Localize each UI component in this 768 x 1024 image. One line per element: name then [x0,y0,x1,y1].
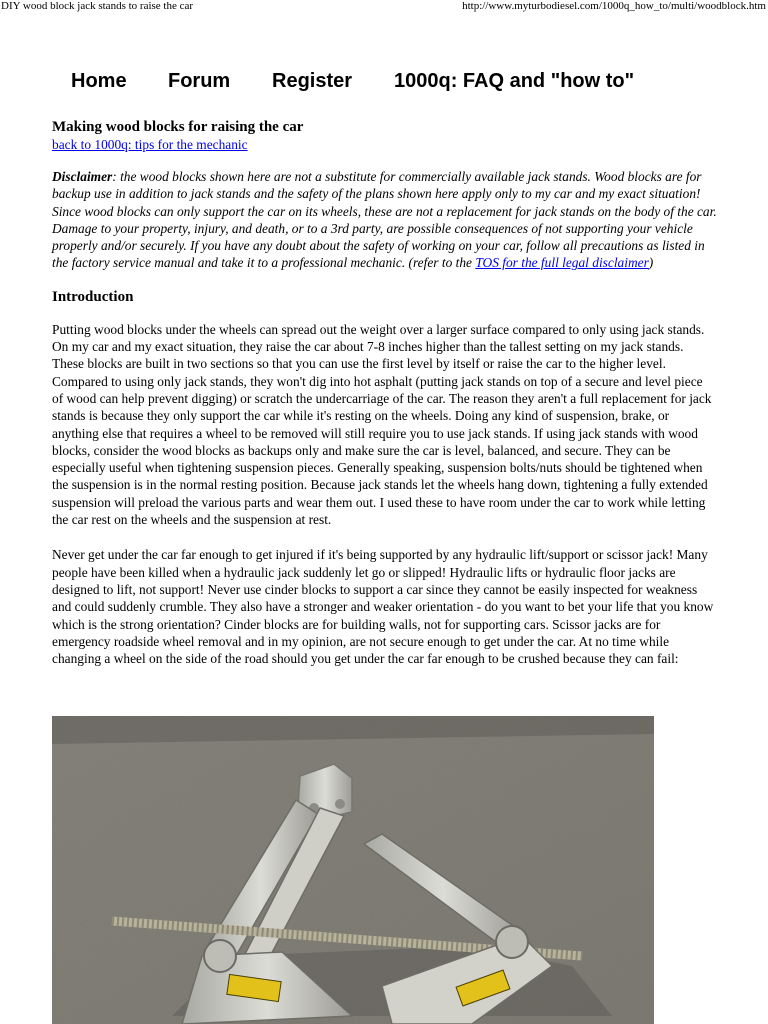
disclaimer-label: Disclaimer [52,169,113,184]
scissor-jack-photo [52,716,654,1024]
nav-home[interactable]: Home [71,70,127,92]
print-header [0,0,768,14]
print-page-url: http://www.myturbodiesel.com/1000q_how_to/multi/woodblock.htm [462,0,766,12]
jack-pivot-right [496,926,528,958]
disclaimer-end: ) [648,255,654,271]
nav-register[interactable]: Register [272,70,353,92]
nav-faq-how-to[interactable]: 1000q: FAQ and "how to" [394,70,635,92]
saddle-bolt-right [335,799,345,809]
disclaimer-text: : the wood blocks shown here are not a substitute for commercially available jack stands. Wood blocks are for backup use in addition to jack stands and the safety of the plans shown here apply only to my car and my exact situation! Since wood blocks can only support the car on its wheels, these are not a replacement for jack stands on the body of the car. Damage to your property, injury, and death, or to a 3rd party, are possible consequences of not supporting your vehicle properly and/or securely. If you have any doubt about the safety of working on your car, follow all precautions as listed in the factory service manual and take it to a professional mechanic. (refer to the [52,169,717,271]
scissor-jack-illustration [52,716,654,1024]
tos-link[interactable]: TOS for the full legal disclaimer [475,255,649,271]
intro-paragraph-2: Never get under the car far enough to get injured if it's being supported by any hydraulic lift/support or scissor jack! Many people have been killed when a hydraulic jack suddenly let go or slipped! Hydraulic lifts or hydraulic floor jacks are designed to lift, not support! Never use cinder blocks to support a car since they cannot be easily inspected for weakness and could suddenly crumble. They also have a stronger and weaker orientation - do you want to bet your life that you know which is the strong orientation? Cinder blocks are for building walls, not for supporting cars. Scissor jacks are for emergency roadside wheel removal and in my opinion, are not secure enough to get under the car. At no time while changing a wheel on the side of the road should you get under the car far enough to be crushed because they can fail: [52,547,714,667]
intro-paragraph-1: Putting wood blocks under the wheels can spread out the weight over a larger surface compared to only using jack stands. On my car and my exact situation, they raise the car about 7-8 inches higher than the tallest setting on my jack stands. These blocks are built in two sections so that you can use the first level by itself or raise the car to the higher level. Compared to using only jack stands, they won't dig into hot asphalt (putting jack stands on top of a secure and level piece of wood can help prevent digging) or scratch the undercarriage of the car. The reason they aren't a full replacement for jack stands is because they only support the car while it's resting on the wheels. Doing any kind of suspension, brake, or anything else that requires a wheel to be removed will still require you to use jack stands. If using jack stands with wood blocks, consider the wood blocks as backups only and make sure the car is level, balanced, and secure. They can be especially useful when tightening suspension pieces. Generally speaking, suspension bolts/nuts should be tightened when the suspension is in the normal resting position. Because jack stands let the wheels hang down, tightening a fully extended suspension will preload the various parts and wear them out. I used these to have room under the car to work while letting the car rest on the wheels and the suspension at rest. [52,321,712,528]
page-title: Making wood blocks for raising the car [52,119,304,135]
back-link[interactable]: back to 1000q: tips for the mechanic [52,137,248,152]
disclaimer-paragraph [52,168,717,272]
nav-forum[interactable]: Forum [168,70,231,92]
article-content [52,118,717,667]
print-page-title: DIY wood block jack stands to raise the car [1,0,194,12]
introduction-heading: Introduction [52,288,134,305]
jack-pivot-left [204,940,236,972]
